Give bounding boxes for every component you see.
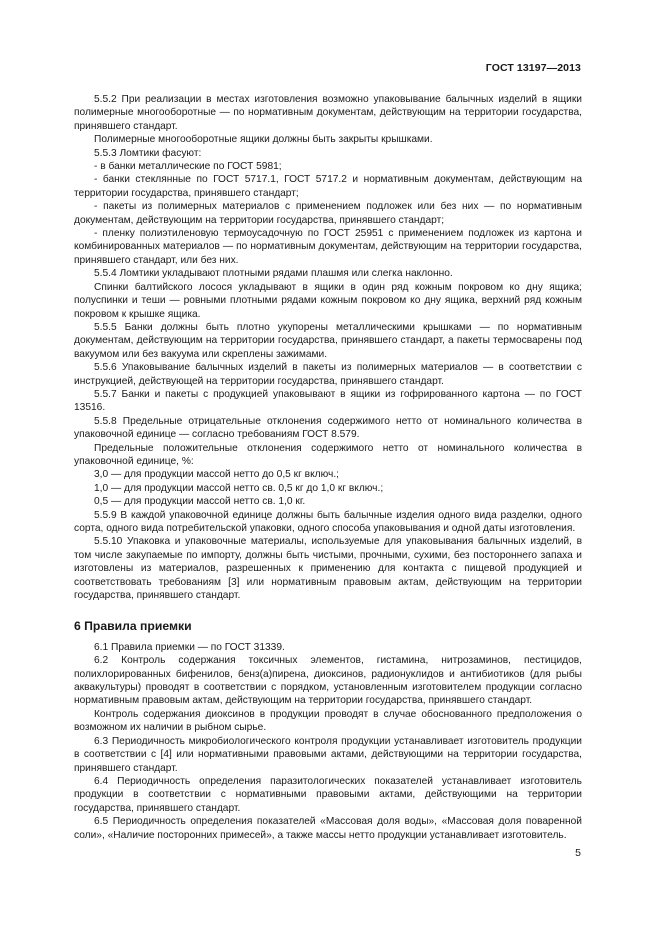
paragraph-6-3: 6.3 Периодичность микробиологического контроля продукции устанавливает изготовитель продукции в соответствии с [4] или нормативными правовыми актами, действующими на территории государства, принявшего стандарт.: [74, 735, 582, 774]
paragraph-5-5-8-positive: Предельные положительные отклонения содержимого нетто от номинального количества в упаковочной единице, %:: [74, 442, 582, 467]
list-item-polymer-bags: - пакеты из полимерных материалов с применением подложек или без них — по нормативным документам, действующим на территории государства, принявшего стандарт;: [74, 201, 582, 226]
paragraph-5-5-2: 5.5.2 При реализации в местах изготовления возможно упаковывание балычных изделий в ящики полимерные многооборотные — по нормативным документам, действующим на территории государства, принявшего стандарт.: [74, 94, 582, 132]
tolerance-item-1: 3,0 — для продукции массой нетто до 0,5 кг включ.;: [94, 469, 339, 481]
page-number: 5: [575, 847, 581, 859]
paragraph-6-1: 6.1 Правила приемки — по ГОСТ 31339.: [94, 641, 285, 653]
list-item-shrink-film: - пленку полиэтиленовую термоусадочную по ГОСТ 25951 с применением подложек из картона и комбинированных материалов — по нормативным документам, действующим на территории государства, принявшего стандарт, или без них.: [74, 228, 582, 266]
paragraph-6-5: 6.5 Периодичность определения показателей «Массовая доля воды», «Массовая доля поваренной соли», «Наличие посторонних примесей», а также массы нетто продукции устанавливает изготовитель.: [74, 816, 582, 841]
list-item-glass-jars: - банки стеклянные по ГОСТ 5717.1, ГОСТ 5717.2 и нормативным документам, действующим на территории государства, принявшего стандарт;: [74, 174, 582, 199]
paragraph-5-5-4-salmon: Спинки балтийского лосося укладывают в ящики в один ряд кожным покровом ко дну ящика; полуспинки и теши — ровными плотными рядами кожным покровом ко дну ящика, верхний ряд кожным покровом к крышке ящика.: [74, 281, 582, 320]
paragraph-6-2: 6.2 Контроль содержания токсичных элементов, гистамина, нитрозаминов, пестицидов, полихлорированных бифенилов, бенз(а)пирена, диоксинов, радионуклидов и антибиотиков (для рыбы аквакультуры) проводят в соответствии с порядком, установленным изготовителем продукции согласно нормативным правовым актам, действующим на территории государства, принявшего стандарт.: [74, 655, 582, 707]
paragraph-5-5-3: 5.5.3 Ломтики фасуют:: [94, 147, 202, 159]
paragraph-5-5-8: 5.5.8 Предельные отрицательные отклонения содержимого нетто от номинального количества в упаковочной единице — согласно требованиям ГОСТ 8.579.: [74, 415, 582, 441]
paragraph-5-5-2-note: Полимерные многооборотные ящики должны быть закрыты крышками.: [94, 134, 433, 146]
paragraph-5-5-5: 5.5.5 Банки должны быть плотно укупорены металлическими крышками — по нормативным документам, действующим на территории государства, принявшего стандарт, а пакеты термосварены под вакуумом или без вакуума или скреплены зажимами.: [74, 321, 582, 360]
paragraph-5-5-10: 5.5.10 Упаковка и упаковочные материалы, используемые для упаковывания балычных изделий, в том числе закупаемые по импорту, должны быть чистыми, прочными, сухими, без постороннего запаха и изготовлены из материалов, разрешенных к применению для контакта с пищевой продукцией и соответствовать требованиям [3] или нормативным правовым актам, действующим на территории государства, принявшего стандарт.: [74, 536, 582, 602]
paragraph-6-4: 6.4 Периодичность определения паразитологических показателей устанавливает изготовитель продукции в соответствии с нормативными правовыми актами, действующими на территории государства, принявшего стандарт.: [74, 775, 582, 814]
paragraph-6-2-dioxins: Контроль содержания диоксинов в продукции проводят в случае обоснованного предположения о возможном их наличии в рыбном сырье.: [74, 708, 582, 734]
paragraph-5-5-9: 5.5.9 В каждой упаковочной единице должны быть балычные изделия одного вида разделки, одного сорта, одного вида потребительской упаковки, одного способа упаковывания и одной даты изготовления.: [74, 509, 582, 534]
document-body: [74, 93, 582, 842]
tolerance-item-2: 1,0 — для продукции массой нетто св. 0,5 кг до 1,0 кг включ.;: [94, 482, 384, 494]
paragraph-5-5-4: 5.5.4 Ломтики укладывают плотными рядами плашмя или слегка наклонно.: [94, 268, 453, 280]
paragraph-5-5-7: 5.5.7 Банки и пакеты с продукцией упаковывают в ящики из гофрированного картона — по ГОСТ 13516.: [74, 388, 582, 414]
section-title-acceptance-rules: 6 Правила приемки: [74, 619, 192, 634]
list-item-metal-cans: - в банки металлические по ГОСТ 5981;: [94, 161, 282, 173]
paragraph-5-5-6: 5.5.6 Упаковывание балычных изделий в пакеты из полимерных материалов — в соответствии с инструкцией, действующей на территории государства, принявшего стандарт.: [74, 362, 582, 387]
document-code-header: ГОСТ 13197—2013: [485, 62, 581, 74]
tolerance-item-3: 0,5 — для продукции массой нетто св. 1,0 кг.: [94, 496, 306, 508]
